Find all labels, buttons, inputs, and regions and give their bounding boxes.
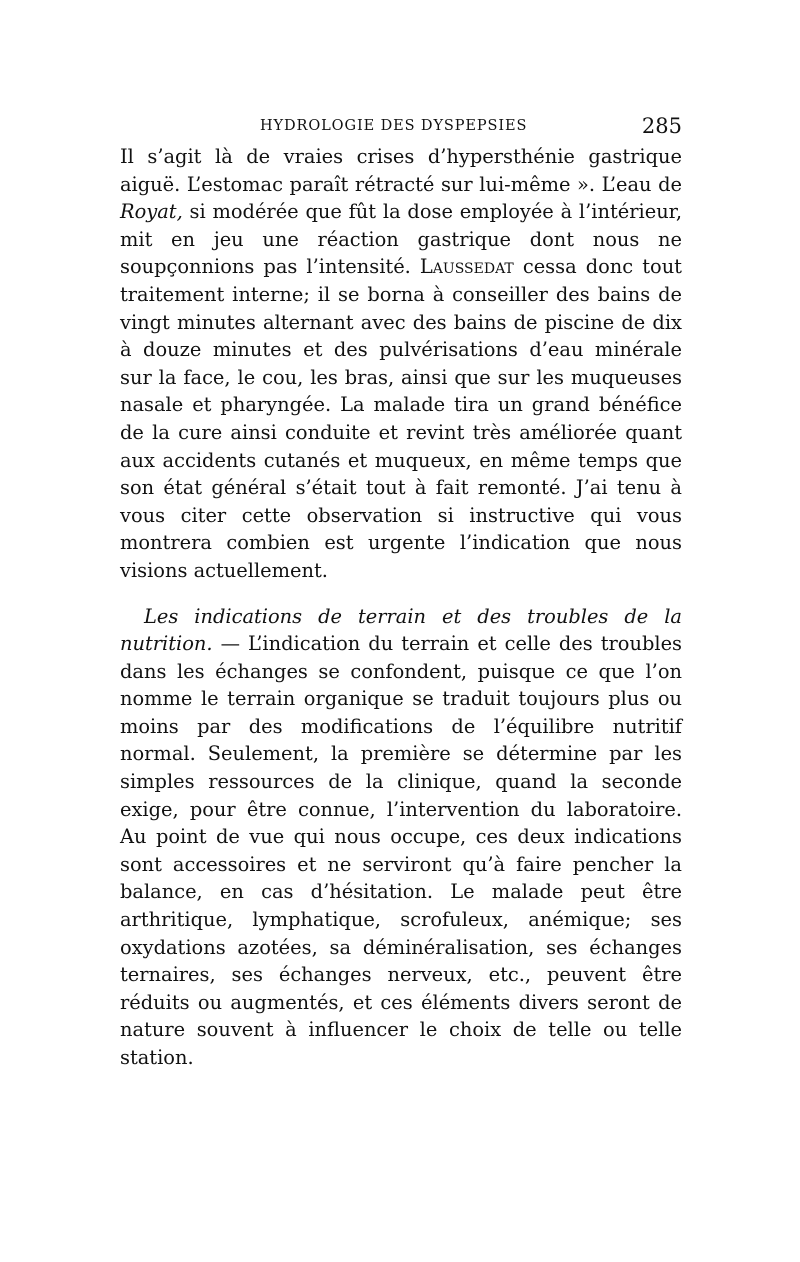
paragraph-text: Il s’agit là de vraies crises d’hypersthénie gastrique aiguë. L’estomac paraît rétracté sur lui-même ». L’eau de <box>120 145 682 196</box>
paragraph-indications <box>120 603 682 1072</box>
running-title: HYDROLOGIE DES DYSPEPSIES <box>260 118 528 134</box>
paragraph-text: — L’indication du terrain et celle des troubles dans les échanges se confondent, puisque ce que l’on nomme le terrain organique se traduit toujours plus ou moins par des modifications de l’équilibre nutritif normal. Seulement, la première se détermine par les simples ressources de la clinique, quand la seconde exige, pour être connue, l’intervention du laboratoire. Au point de vue qui nous occupe, ces deux indications sont accessoires et ne serviront qu’à faire pencher la balance, en cas d’hésitation. Le malade peut être arthritique, lymphatique, scrofuleux, anémique; ses oxydations azotées, sa déminéralisation, ses échanges ternaires, ses échanges nerveux, etc., peuvent être réduits ou augmentés, et ces éléments divers seront de nature souvent à influencer le choix de telle ou telle station. <box>120 632 682 1069</box>
book-page <box>120 0 682 1262</box>
page-number: 285 <box>641 114 682 138</box>
place-name-italic: Royat, <box>120 200 183 224</box>
body-text <box>120 143 682 1072</box>
paragraph-text: cessa donc tout traitement interne; il se borna à conseiller des bains de vingt minutes alternant avec des bains de piscine de dix à douze minutes et des pulvérisations d’eau minérale sur la face, le cou, les bras, ainsi que sur les muqueuses nasale et pharyngée. La malade tira un grand bénéfice de la cure ainsi conduite et revint très améliorée quant aux accidents cutanés et muqueux, en même temps que son état général s’était tout à fait remonté. J’ai tenu à vous citer cette observation si instructive qui vous montrera combien est urgente l’indication que nous visions actuellement. <box>120 255 682 582</box>
paragraph-observation <box>120 143 682 585</box>
section-heading-italic: Les indications de terrain et des troubles de la nutrition. <box>120 604 682 656</box>
paragraph-text: si modérée que fût la dose employée à l’intérieur, mit en jeu une réaction gastrique dont nous ne soupçonnions pas l’intensité. <box>120 200 682 279</box>
running-header <box>120 114 682 142</box>
author-name-small-caps: Laussedat <box>419 255 514 279</box>
